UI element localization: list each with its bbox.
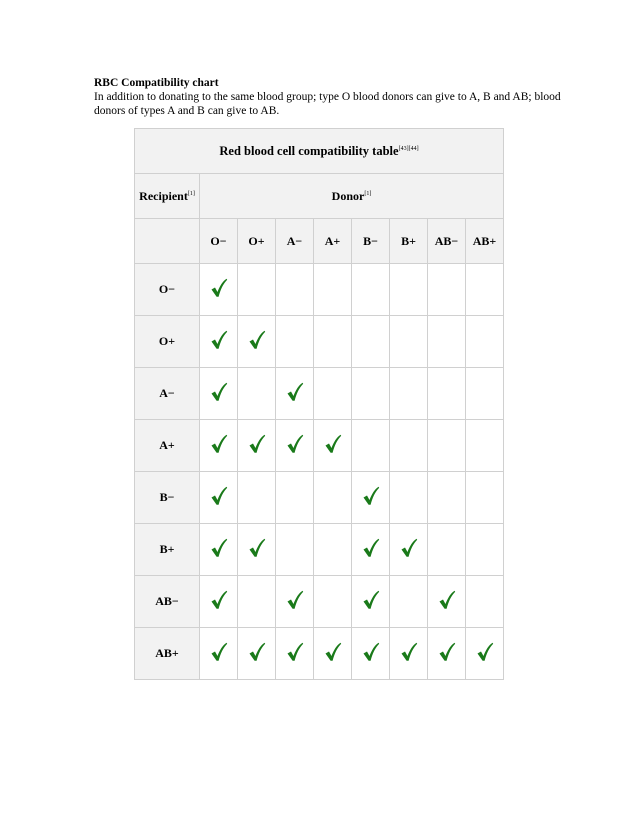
incompatible-cell — [466, 264, 504, 316]
recipient-reference-link[interactable]: [1] — [187, 190, 195, 197]
donor-type-header: B− — [352, 219, 390, 264]
incompatible-cell — [466, 576, 504, 628]
checkmark-icon — [286, 590, 304, 610]
incompatible-cell — [390, 316, 428, 368]
compatible-cell — [276, 420, 314, 472]
incompatible-cell — [238, 472, 276, 524]
checkmark-icon — [210, 642, 228, 662]
table-caption-text: Red blood cell compatibility table — [219, 143, 399, 158]
incompatible-cell — [314, 264, 352, 316]
incompatible-cell — [352, 264, 390, 316]
incompatible-cell — [314, 316, 352, 368]
checkmark-icon — [210, 382, 228, 402]
compatible-cell — [428, 628, 466, 680]
compatible-cell — [352, 628, 390, 680]
incompatible-cell — [466, 472, 504, 524]
rbc-compatibility-table — [134, 128, 504, 680]
compatible-cell — [238, 628, 276, 680]
checkmark-icon — [400, 642, 418, 662]
incompatible-cell — [466, 368, 504, 420]
donor-type-header: A+ — [314, 219, 352, 264]
checkmark-icon — [286, 382, 304, 402]
compatible-cell — [276, 628, 314, 680]
table-row — [135, 524, 504, 576]
recipient-type-cell: A+ — [135, 420, 200, 472]
recipient-type-cell: A− — [135, 368, 200, 420]
compatible-cell — [200, 472, 238, 524]
donor-type-header: AB− — [428, 219, 466, 264]
donor-type-header: B+ — [390, 219, 428, 264]
table-row — [135, 628, 504, 680]
recipient-type-cell: O− — [135, 264, 200, 316]
incompatible-cell — [276, 316, 314, 368]
checkmark-icon — [324, 434, 342, 454]
table-row — [135, 368, 504, 420]
incompatible-cell — [428, 524, 466, 576]
checkmark-icon — [362, 590, 380, 610]
compatible-cell — [314, 420, 352, 472]
compatible-cell — [428, 576, 466, 628]
incompatible-cell — [352, 420, 390, 472]
table-caption — [135, 129, 504, 174]
caption-reference-link[interactable]: [43][44] — [398, 145, 419, 152]
checkmark-icon — [248, 434, 266, 454]
compatible-cell — [314, 628, 352, 680]
incompatible-cell — [238, 576, 276, 628]
recipient-type-cell: AB− — [135, 576, 200, 628]
recipient-header — [135, 174, 200, 219]
checkmark-icon — [210, 486, 228, 506]
checkmark-icon — [362, 486, 380, 506]
table-body — [135, 264, 504, 680]
donor-type-header: AB+ — [466, 219, 504, 264]
donor-reference-link[interactable]: [1] — [364, 190, 372, 197]
compatible-cell — [276, 368, 314, 420]
incompatible-cell — [428, 264, 466, 316]
compatible-cell — [200, 524, 238, 576]
incompatible-cell — [466, 316, 504, 368]
incompatible-cell — [314, 524, 352, 576]
recipient-type-cell: AB+ — [135, 628, 200, 680]
incompatible-cell — [276, 524, 314, 576]
incompatible-cell — [390, 472, 428, 524]
compatible-cell — [276, 576, 314, 628]
table-row — [135, 264, 504, 316]
compatible-cell — [200, 420, 238, 472]
compatible-cell — [352, 472, 390, 524]
compatible-cell — [200, 576, 238, 628]
checkmark-icon — [248, 538, 266, 558]
intro-title: RBC Compatibility chart — [94, 77, 219, 89]
incompatible-cell — [428, 368, 466, 420]
incompatible-cell — [352, 316, 390, 368]
checkmark-icon — [476, 642, 494, 662]
checkmark-icon — [210, 278, 228, 298]
recipient-header-label: Recipient — [139, 188, 188, 203]
recipient-type-cell: B− — [135, 472, 200, 524]
compatible-cell — [238, 420, 276, 472]
compatible-cell — [466, 628, 504, 680]
table-row — [135, 472, 504, 524]
blank-corner-cell — [135, 219, 200, 264]
incompatible-cell — [466, 420, 504, 472]
checkmark-icon — [438, 590, 456, 610]
donor-type-header: O− — [200, 219, 238, 264]
checkmark-icon — [362, 642, 380, 662]
checkmark-icon — [286, 434, 304, 454]
checkmark-icon — [362, 538, 380, 558]
compatible-cell — [200, 316, 238, 368]
checkmark-icon — [286, 642, 304, 662]
incompatible-cell — [390, 368, 428, 420]
incompatible-cell — [390, 264, 428, 316]
compatible-cell — [238, 524, 276, 576]
compatible-cell — [200, 264, 238, 316]
incompatible-cell — [238, 368, 276, 420]
donor-header-label: Donor — [331, 188, 365, 203]
incompatible-cell — [352, 368, 390, 420]
compatible-cell — [390, 524, 428, 576]
checkmark-icon — [210, 538, 228, 558]
compatible-cell — [200, 368, 238, 420]
incompatible-cell — [314, 576, 352, 628]
checkmark-icon — [324, 642, 342, 662]
table-row — [135, 316, 504, 368]
table-header-row — [135, 174, 504, 219]
intro-text: In addition to donating to the same blood group; type O blood donors can give to A, B and AB; blood donors of types A and B can give to AB. — [94, 91, 561, 117]
recipient-type-cell: O+ — [135, 316, 200, 368]
table-caption-row — [135, 129, 504, 174]
table-row — [135, 576, 504, 628]
incompatible-cell — [276, 472, 314, 524]
table-row — [135, 420, 504, 472]
compatible-cell — [200, 628, 238, 680]
donor-type-header: O+ — [238, 219, 276, 264]
incompatible-cell — [276, 264, 314, 316]
compatible-cell — [352, 576, 390, 628]
incompatible-cell — [314, 472, 352, 524]
checkmark-icon — [210, 434, 228, 454]
compatible-cell — [238, 316, 276, 368]
checkmark-icon — [248, 642, 266, 662]
incompatible-cell — [314, 368, 352, 420]
donor-header — [200, 174, 504, 219]
recipient-type-cell: B+ — [135, 524, 200, 576]
checkmark-icon — [248, 330, 266, 350]
checkmark-icon — [438, 642, 456, 662]
incompatible-cell — [238, 264, 276, 316]
incompatible-cell — [428, 472, 466, 524]
incompatible-cell — [390, 420, 428, 472]
intro-block — [94, 76, 564, 118]
incompatible-cell — [428, 420, 466, 472]
incompatible-cell — [466, 524, 504, 576]
checkmark-icon — [400, 538, 418, 558]
donor-type-header: A− — [276, 219, 314, 264]
incompatible-cell — [390, 576, 428, 628]
donor-types-row — [135, 219, 504, 264]
compatible-cell — [390, 628, 428, 680]
checkmark-icon — [210, 330, 228, 350]
incompatible-cell — [428, 316, 466, 368]
checkmark-icon — [210, 590, 228, 610]
compatible-cell — [352, 524, 390, 576]
